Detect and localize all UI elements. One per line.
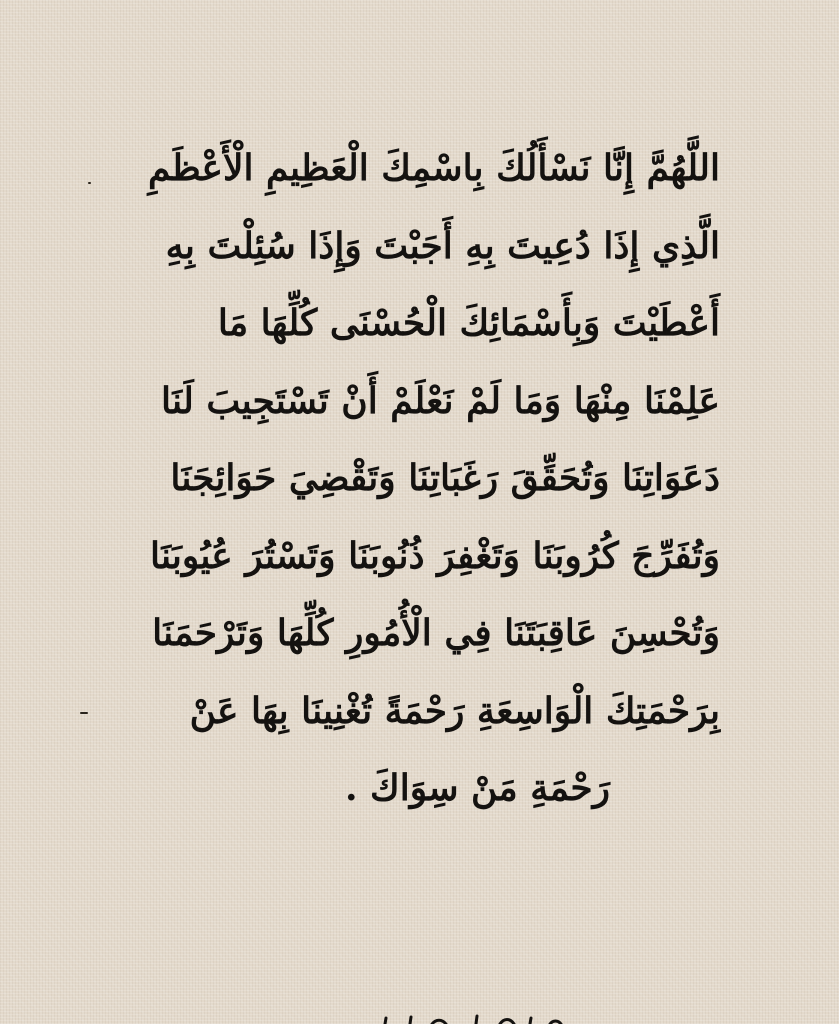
dua-line-1: اللَّهُمَّ إِنَّا نَسْأَلُكَ بِاسْمِكَ الْعَظِيمِ الْأَعْظَمِ bbox=[147, 147, 720, 189]
ink-speck bbox=[88, 182, 91, 184]
dua-line-7: وَتُحْسِنَ عَاقِبَتَنَا فِي الْأُمُورِ كُلِّهَا وَتَرْحَمَنَا bbox=[152, 612, 720, 654]
dua-line-3: أَعْطَيْتَ وَبِأَسْمَائِكَ الْحُسْنَى كُلِّهَا مَا bbox=[217, 302, 720, 344]
dua-line-4: عَلِمْنَا مِنْهَا وَمَا لَمْ نَعْلَمْ أَنْ تَسْتَجِيبَ لَنَا bbox=[160, 379, 720, 422]
dua-text-block bbox=[120, 130, 720, 828]
ink-speck bbox=[80, 712, 88, 714]
dua-line-8: بِرَحْمَتِكَ الْوَاسِعَةِ رَحْمَةً تُغْنِينَا بِهَا عَنْ bbox=[189, 689, 720, 732]
dua-line-5: دَعَوَاتِنَا وَتُحَقِّقَ رَغَبَاتِنَا وَتَقْضِيَ حَوَائِجَنَا bbox=[170, 457, 720, 499]
dua-line-9: رَحْمَةِ مَنْ سِوَاكَ . bbox=[344, 767, 610, 809]
dua-line-6: وَتُفَرِّجَ كُرُوبَنَا وَتَغْفِرَ ذُنُوبَنَا وَتَسْتُرَ عُيُوبَنَا bbox=[149, 534, 720, 577]
cut-off-calligraphy-marks bbox=[380, 1014, 580, 1024]
dua-line-2: الَّذِي إِذَا دُعِيتَ بِهِ أَجَبْتَ وَإِذَا سُئِلْتَ بِهِ bbox=[165, 224, 720, 267]
